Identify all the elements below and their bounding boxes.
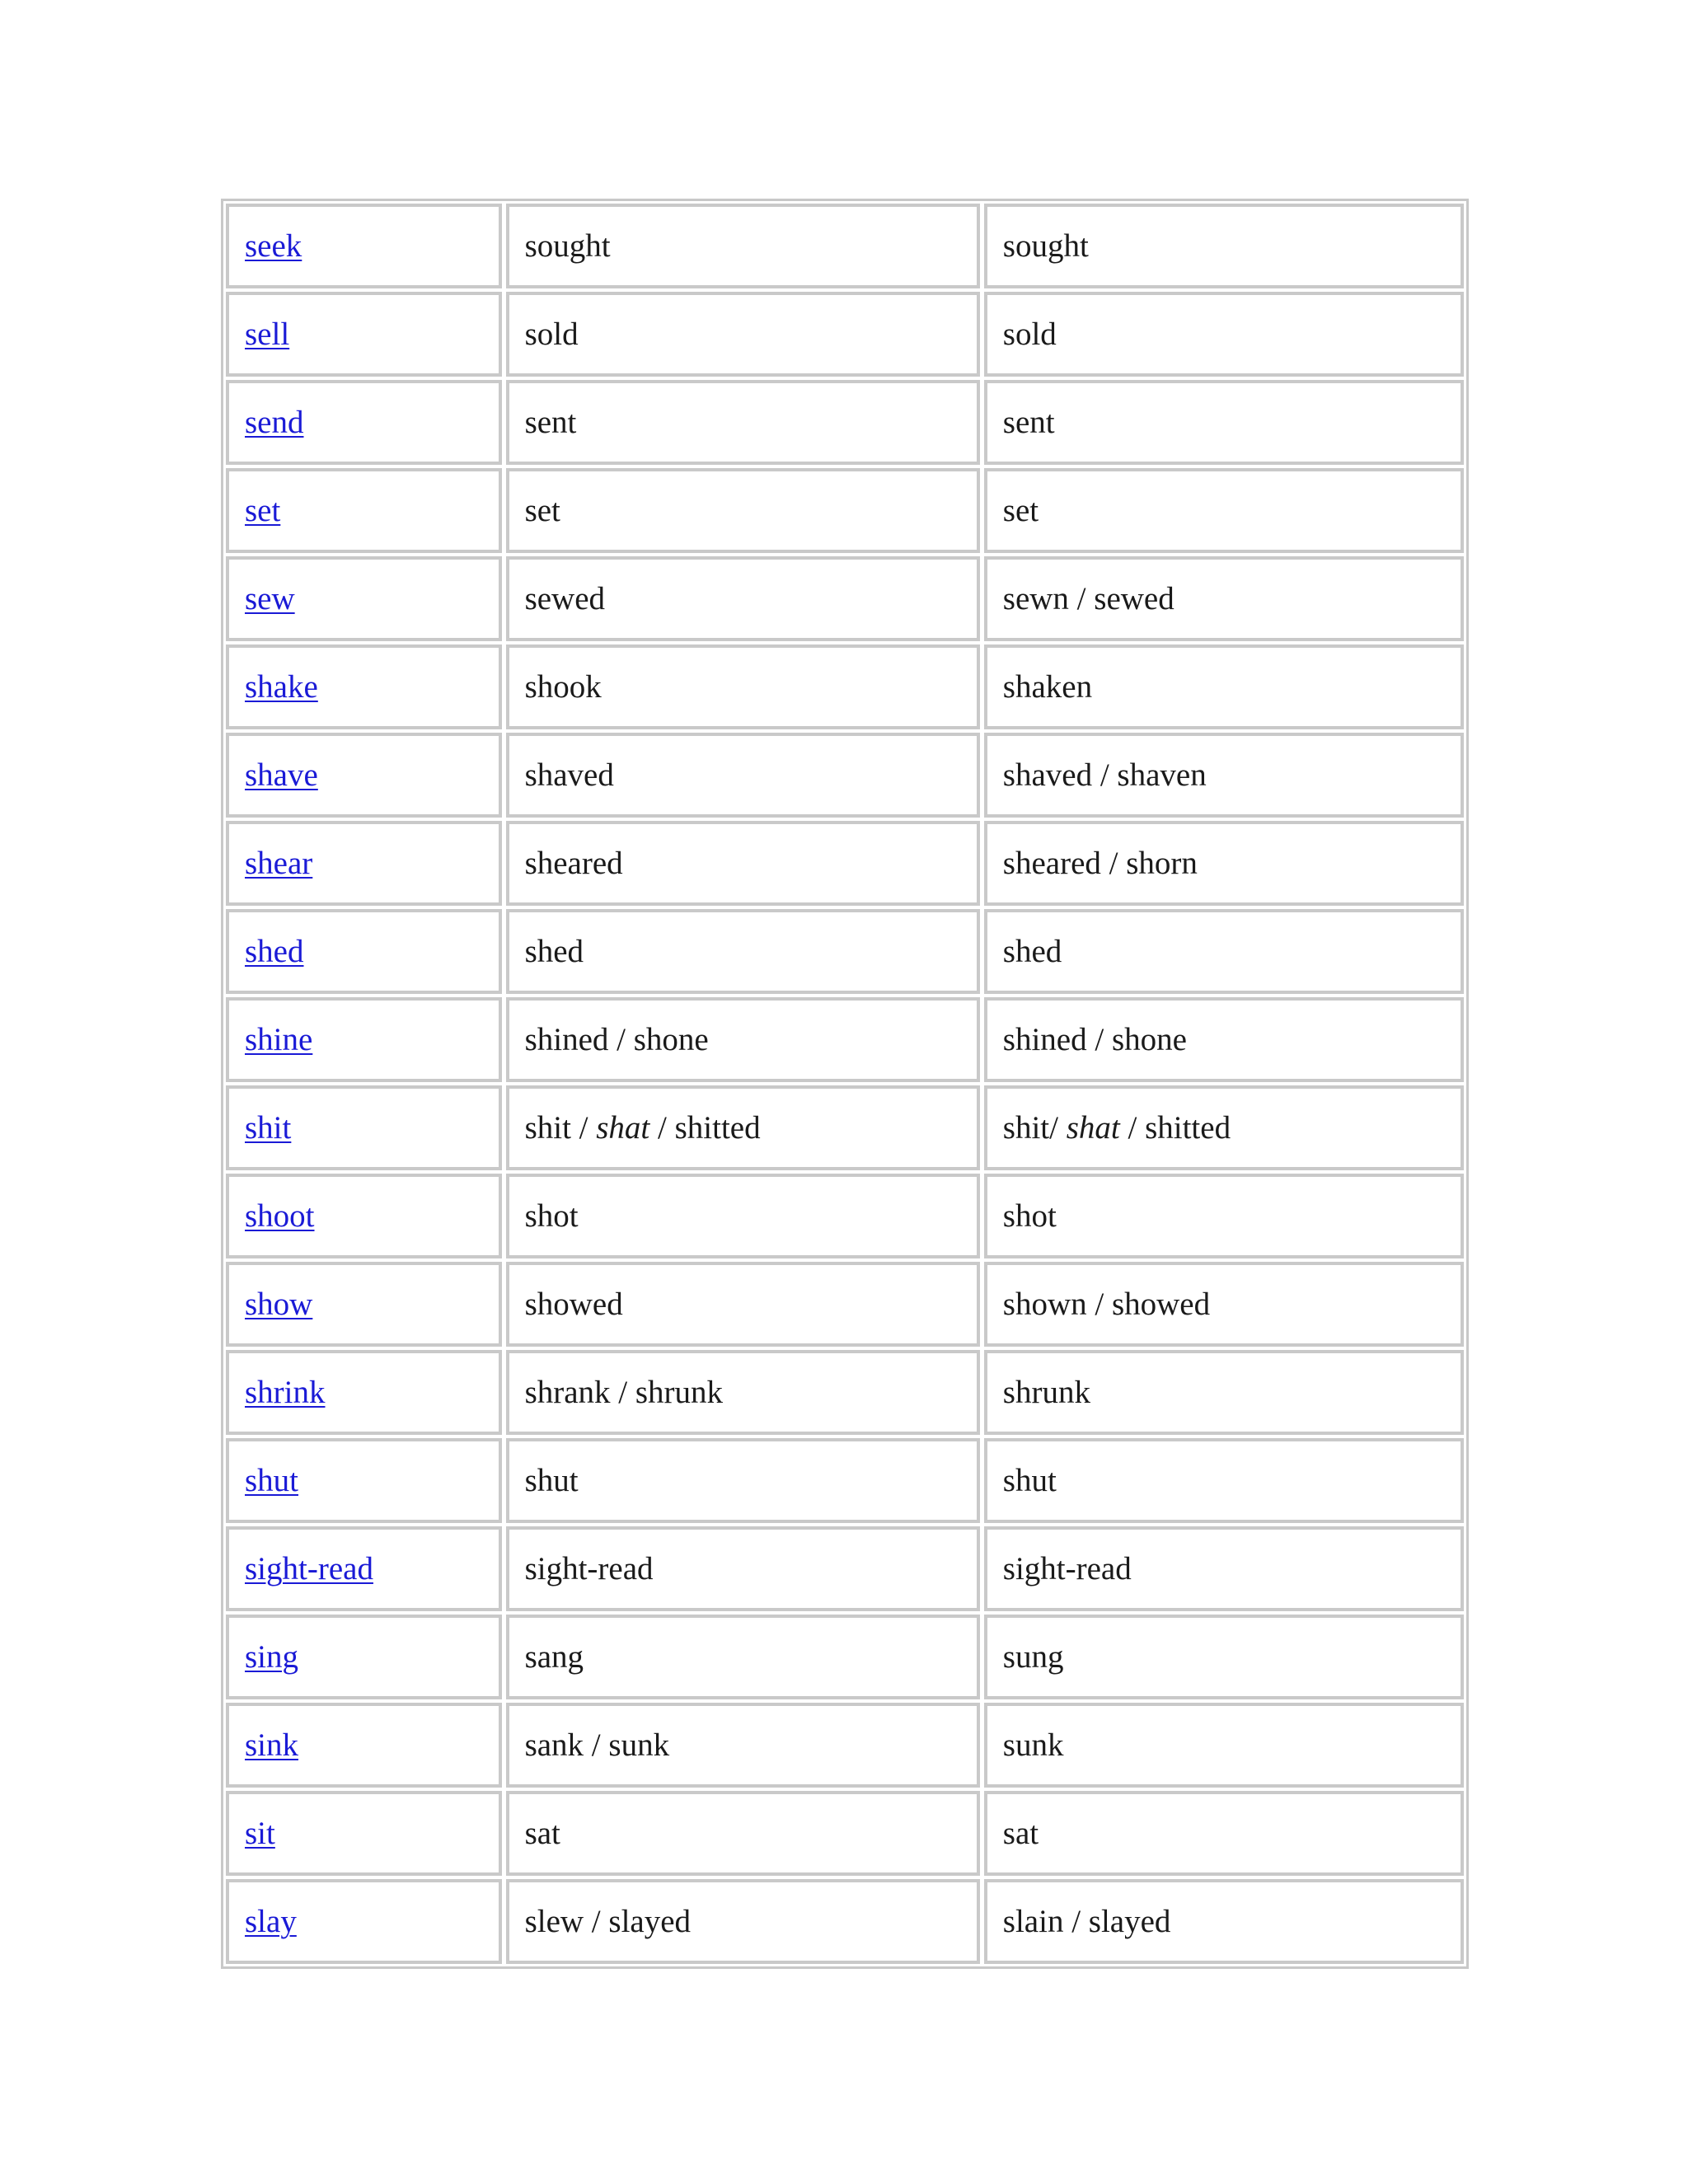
verb-link[interactable]: shed [245, 934, 304, 969]
past-simple-cell [506, 909, 980, 994]
verb-link[interactable]: send [245, 405, 304, 440]
table-row [226, 1526, 1464, 1611]
past-participle-cell [984, 1174, 1464, 1258]
verb-form-text: sight-read [524, 1551, 654, 1586]
table-row [226, 997, 1464, 1082]
base-form-cell [226, 1262, 502, 1347]
verb-form-text: shat [596, 1110, 650, 1146]
past-simple-cell [506, 1879, 980, 1964]
verb-form-text: set [524, 493, 560, 528]
verb-form-text: shined / shone [1002, 1022, 1187, 1057]
past-participle-cell [984, 644, 1464, 729]
past-participle-cell [984, 380, 1464, 465]
verb-form-text: shit / [524, 1110, 597, 1146]
verb-form-text: shut [524, 1463, 579, 1498]
verb-link[interactable]: shut [245, 1463, 299, 1498]
past-simple-cell [506, 468, 980, 553]
verb-form-text: slain / slayed [1002, 1904, 1171, 1939]
table-row [226, 909, 1464, 994]
verb-form-text: sight-read [1002, 1551, 1132, 1586]
past-simple-cell [506, 1174, 980, 1258]
verb-link[interactable]: shake [245, 669, 318, 705]
past-simple-cell [506, 821, 980, 906]
verb-link[interactable]: set [245, 493, 281, 528]
verb-link[interactable]: shear [245, 846, 313, 881]
base-form-cell [226, 997, 502, 1082]
verb-form-text: shaved / shaven [1002, 757, 1207, 793]
verb-link[interactable]: shrink [245, 1375, 326, 1410]
table-row [226, 644, 1464, 729]
verb-form-text: sent [524, 405, 577, 440]
verb-link[interactable]: sing [245, 1639, 299, 1675]
verb-link[interactable]: sight-read [245, 1551, 373, 1586]
verb-form-text: shined / shone [524, 1022, 709, 1057]
verb-form-text: showed [524, 1286, 623, 1322]
past-simple-cell [506, 380, 980, 465]
base-form-cell [226, 909, 502, 994]
table-row [226, 1791, 1464, 1876]
past-simple-cell [506, 997, 980, 1082]
past-participle-cell [984, 292, 1464, 377]
table-row [226, 380, 1464, 465]
base-form-cell [226, 1526, 502, 1611]
verb-link[interactable]: shoot [245, 1198, 315, 1234]
past-simple-cell [506, 1350, 980, 1435]
verb-form-text: shaved [524, 757, 614, 793]
table-row [226, 556, 1464, 641]
verb-form-text: shook [524, 669, 602, 705]
base-form-cell [226, 1350, 502, 1435]
verb-form-text: sent [1002, 405, 1055, 440]
verb-form-text: slew / slayed [524, 1904, 692, 1939]
verb-form-text: shat [1066, 1110, 1120, 1146]
verb-form-text: sought [524, 228, 611, 264]
base-form-cell [226, 1703, 502, 1788]
past-participle-cell [984, 1262, 1464, 1347]
verb-form-text: / shitted [1119, 1110, 1231, 1146]
verb-form-text: shrunk [1002, 1375, 1090, 1410]
verb-form-text: shed [1002, 934, 1062, 969]
past-simple-cell [506, 204, 980, 288]
past-simple-cell [506, 1703, 980, 1788]
table-row [226, 1174, 1464, 1258]
past-participle-cell [984, 1879, 1464, 1964]
verb-form-text: sought [1002, 228, 1089, 264]
verb-link[interactable]: seek [245, 228, 302, 264]
table-row [226, 468, 1464, 553]
past-simple-cell [506, 1438, 980, 1523]
base-form-cell [226, 733, 502, 818]
table-row [226, 1350, 1464, 1435]
base-form-cell [226, 1438, 502, 1523]
verb-form-text: shot [524, 1198, 579, 1234]
verb-form-text: sank / sunk [524, 1727, 670, 1763]
past-participle-cell [984, 1350, 1464, 1435]
past-simple-cell [506, 292, 980, 377]
verb-link[interactable]: slay [245, 1904, 297, 1939]
base-form-cell [226, 644, 502, 729]
base-form-cell [226, 1879, 502, 1964]
verb-form-text: shown / showed [1002, 1286, 1211, 1322]
table-row [226, 821, 1464, 906]
table-row [226, 292, 1464, 377]
verb-form-text: sewn / sewed [1002, 581, 1175, 616]
verb-form-text: set [1002, 493, 1039, 528]
verb-form-text: sunk [1002, 1727, 1064, 1763]
verb-form-text: sat [524, 1816, 560, 1851]
table-row [226, 1085, 1464, 1170]
past-simple-cell [506, 1262, 980, 1347]
table-row [226, 733, 1464, 818]
verb-form-text: sold [524, 316, 579, 352]
past-participle-cell [984, 997, 1464, 1082]
base-form-cell [226, 821, 502, 906]
verb-form-text: shit/ [1002, 1110, 1067, 1146]
past-participle-cell [984, 1438, 1464, 1523]
verb-form-text: sewed [524, 581, 606, 616]
past-participle-cell [984, 1615, 1464, 1699]
past-simple-cell [506, 644, 980, 729]
irregular-verbs-table [221, 199, 1469, 1969]
past-participle-cell [984, 556, 1464, 641]
verb-link[interactable]: shave [245, 757, 318, 793]
past-simple-cell [506, 1615, 980, 1699]
verb-form-text: sung [1002, 1639, 1064, 1675]
verb-form-text: / shitted [649, 1110, 761, 1146]
verb-link[interactable]: sink [245, 1727, 299, 1763]
past-simple-cell [506, 1791, 980, 1876]
verb-link[interactable]: shine [245, 1022, 313, 1057]
past-participle-cell [984, 1703, 1464, 1788]
verb-form-text: shaken [1002, 669, 1093, 705]
past-participle-cell [984, 468, 1464, 553]
base-form-cell [226, 292, 502, 377]
verb-form-text: sang [524, 1639, 584, 1675]
table-row [226, 1615, 1464, 1699]
past-participle-cell [984, 204, 1464, 288]
verb-form-text: shrank / shrunk [524, 1375, 724, 1410]
table-row [226, 1438, 1464, 1523]
past-participle-cell [984, 821, 1464, 906]
base-form-cell [226, 380, 502, 465]
base-form-cell [226, 1615, 502, 1699]
past-participle-cell [984, 1526, 1464, 1611]
verb-link[interactable]: sell [245, 316, 290, 352]
past-participle-cell [984, 1791, 1464, 1876]
verb-form-text: sat [1002, 1816, 1039, 1851]
base-form-cell [226, 1174, 502, 1258]
past-participle-cell [984, 909, 1464, 994]
verb-form-text: sheared [524, 846, 623, 881]
verb-link[interactable]: sit [245, 1816, 275, 1851]
table-row [226, 1879, 1464, 1964]
verb-link[interactable]: show [245, 1286, 313, 1322]
verb-form-text: shed [524, 934, 584, 969]
table-row [226, 1703, 1464, 1788]
base-form-cell [226, 1791, 502, 1876]
past-simple-cell [506, 1085, 980, 1170]
base-form-cell [226, 1085, 502, 1170]
table-row [226, 204, 1464, 288]
base-form-cell [226, 556, 502, 641]
verb-form-text: sheared / shorn [1002, 846, 1198, 881]
verb-form-text: sold [1002, 316, 1057, 352]
past-simple-cell [506, 733, 980, 818]
past-simple-cell [506, 1526, 980, 1611]
verb-form-text: shut [1002, 1463, 1057, 1498]
verb-form-text: shot [1002, 1198, 1057, 1234]
past-simple-cell [506, 556, 980, 641]
table-row [226, 1262, 1464, 1347]
verb-link[interactable]: sew [245, 581, 295, 616]
base-form-cell [226, 468, 502, 553]
base-form-cell [226, 204, 502, 288]
verb-link[interactable]: shit [245, 1110, 292, 1146]
past-participle-cell [984, 1085, 1464, 1170]
past-participle-cell [984, 733, 1464, 818]
